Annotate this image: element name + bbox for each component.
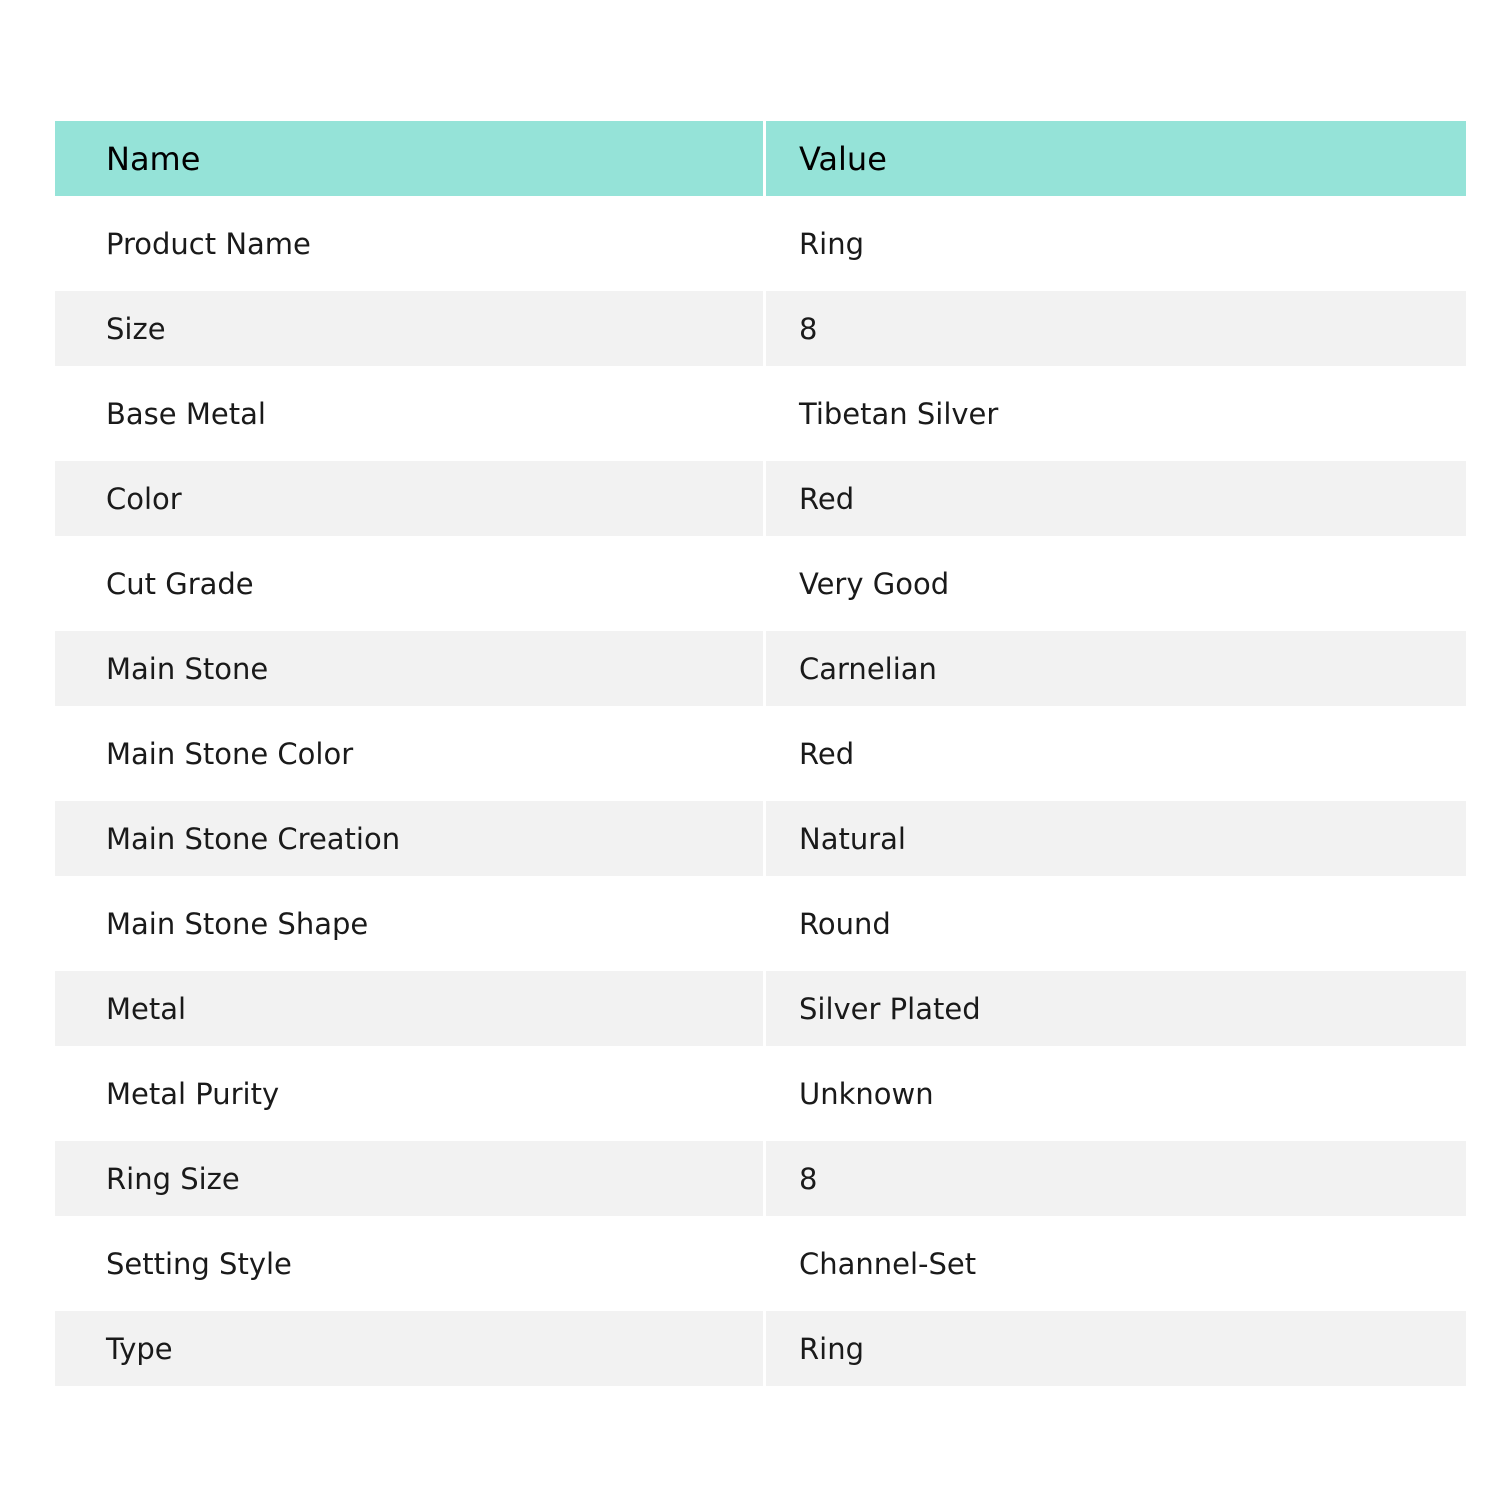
- row-name-cell: Type: [55, 1301, 766, 1386]
- table-row: [55, 1046, 1466, 1131]
- row-name-cell: Setting Style: [55, 1216, 766, 1301]
- table-row: [55, 1216, 1466, 1301]
- row-name-cell: Color: [55, 451, 766, 536]
- row-name-cell: Main Stone: [55, 621, 766, 706]
- row-value-cell: Round: [766, 876, 1466, 961]
- row-value-cell: Silver Plated: [766, 961, 1466, 1046]
- column-header-value: Value: [766, 121, 1466, 196]
- table-row: [55, 1301, 1466, 1386]
- row-value-cell: Ring: [766, 1301, 1466, 1386]
- row-value-cell: Red: [766, 451, 1466, 536]
- table-row: [55, 281, 1466, 366]
- row-name-cell: Metal Purity: [55, 1046, 766, 1131]
- row-name-cell: Base Metal: [55, 366, 766, 451]
- specification-table: [55, 121, 1466, 1386]
- row-value-cell: Ring: [766, 196, 1466, 281]
- row-value-cell: Carnelian: [766, 621, 1466, 706]
- table-row: [55, 706, 1466, 791]
- row-value-cell: Unknown: [766, 1046, 1466, 1131]
- table-row: [55, 196, 1466, 281]
- row-value-cell: Red: [766, 706, 1466, 791]
- table-body: [55, 196, 1466, 1386]
- row-value-cell: 8: [766, 1131, 1466, 1216]
- table-row: [55, 791, 1466, 876]
- table-row: [55, 536, 1466, 621]
- row-value-cell: Natural: [766, 791, 1466, 876]
- header-row: [55, 121, 1466, 196]
- table-row: [55, 621, 1466, 706]
- column-header-name: Name: [55, 121, 766, 196]
- table-row: [55, 1131, 1466, 1216]
- table-row: [55, 876, 1466, 961]
- row-name-cell: Main Stone Color: [55, 706, 766, 791]
- row-value-cell: 8: [766, 281, 1466, 366]
- table-header: [55, 121, 1466, 196]
- row-name-cell: Main Stone Shape: [55, 876, 766, 961]
- row-name-cell: Metal: [55, 961, 766, 1046]
- row-value-cell: Tibetan Silver: [766, 366, 1466, 451]
- row-name-cell: Size: [55, 281, 766, 366]
- row-name-cell: Main Stone Creation: [55, 791, 766, 876]
- row-name-cell: Ring Size: [55, 1131, 766, 1216]
- row-value-cell: Very Good: [766, 536, 1466, 621]
- row-value-cell: Channel-Set: [766, 1216, 1466, 1301]
- row-name-cell: Cut Grade: [55, 536, 766, 621]
- table-row: [55, 451, 1466, 536]
- table-row: [55, 961, 1466, 1046]
- row-name-cell: Product Name: [55, 196, 766, 281]
- table-row: [55, 366, 1466, 451]
